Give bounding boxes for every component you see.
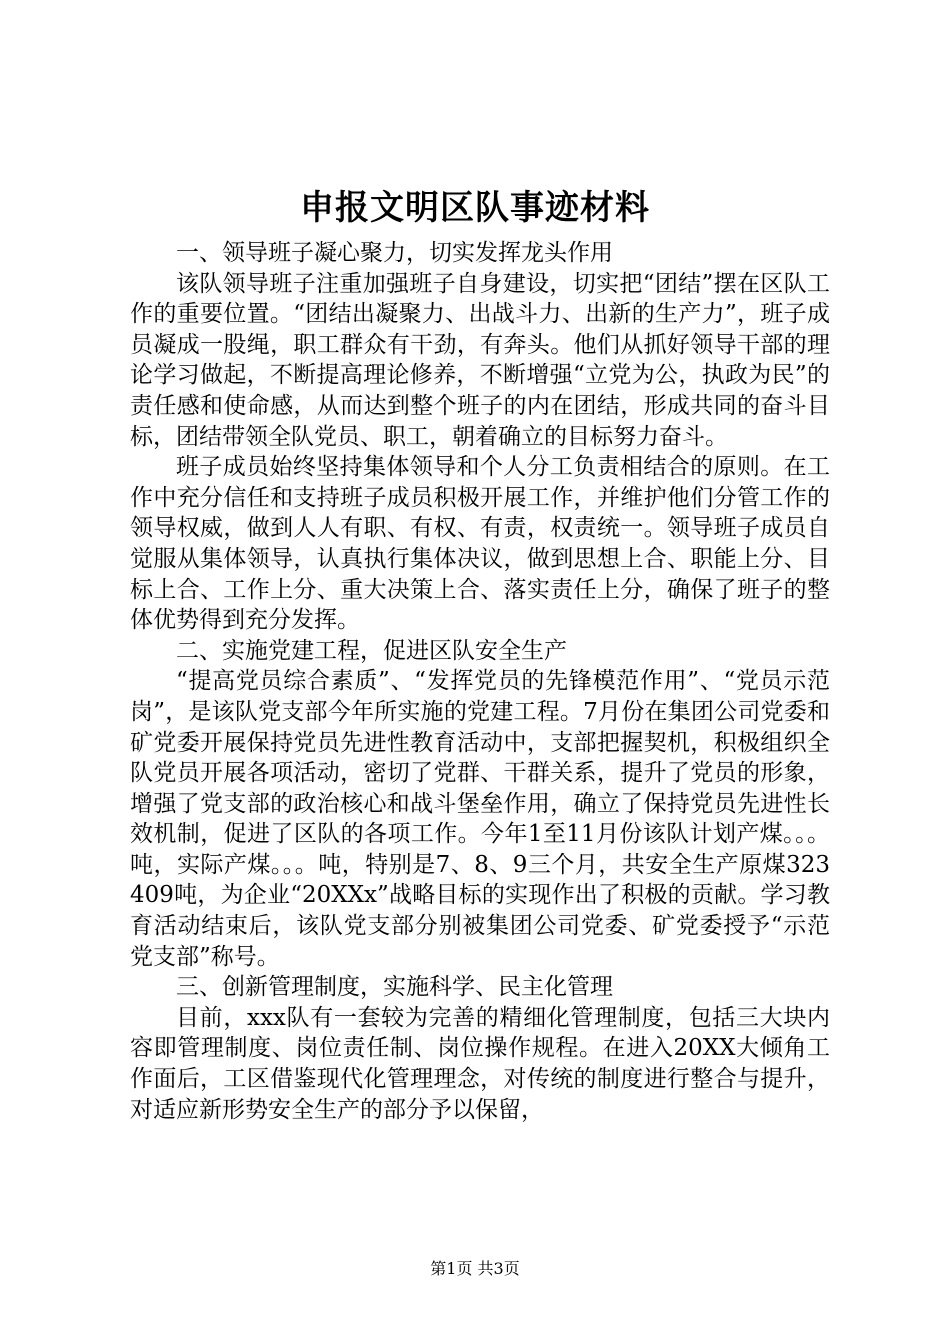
- paragraph: 班子成员始终坚持集体领导和个人分工负责相结合的原则。在工作中充分信任和支持班子成员积极开展工作，并维护他们分管工作的领导权威，做到人人有职、有权、有责，权责统一。领导班子成员自觉服从集体领导，认真执行集体决议，做到思想上合、职能上分、目标上合、工作上分、重大决策上合、落实责任上分，确保了班子的整体优势得到充分发挥。: [130, 454, 830, 634]
- paragraph: 该队领导班子注重加强班子自身建设，切实把“团结”摆在区队工作的重要位置。“团结出凝聚力、出战斗力、出新的生产力”，班子成员凝成一股绳，职工群众有干劲，有奔头。他们从抓好领导干部的理论学习做起，不断提高理论修养，不断增强“立党为公，执政为民”的责任感和使命感，从而达到整个班子的内在团结，形成共同的奋斗目标，团结带领全队党员、职工，朝着确立的目标努力奋斗。: [130, 270, 830, 450]
- document-title: 申报文明区队事迹材料: [300, 188, 650, 228]
- page-footer: 第1页 共3页: [430, 1259, 520, 1278]
- paragraph: “提高党员综合素质”、“发挥党员的先锋模范作用”、“党员示范岗”，是该队党支部今年所实施的党建工程。7月份在集团公司党委和矿党委开展保持党员先进性教育活动中，支部把握契机，积极组织全队党员开展各项活动，密切了党群、干群关系，提升了党员的形象，增强了党支部的政治核心和战斗堡垒作用，确立了保持党员先进性长效机制，促进了区队的各项工作。今年1至11月份该队计划产煤。。。吨，实际产煤。。。吨，特别是7、8、9三个月，共安全生产原煤323409吨，为企业“20XXx”战略目标的实现作出了积极的贡献。学习教育活动结束后，该队党支部分别被集团公司党委、矿党委授予“示范党支部”称号。: [130, 668, 830, 970]
- document-body: [130, 238, 830, 1125]
- section-heading-1: 一、领导班子凝心聚力，切实发挥龙头作用: [176, 240, 613, 266]
- section-heading-3: 三、创新管理制度，实施科学、民主化管理: [176, 974, 613, 1001]
- section-heading-2: 二、实施党建工程，促进区队安全生产: [176, 637, 567, 664]
- paragraph: 目前，xxx队有一套较为完善的精细化管理制度，包括三大块内容即管理制度、岗位责任制、岗位操作规程。在进入20XX大倾角工作面后，工区借鉴现代化管理理念，对传统的制度进行整合与提升，对适应新形势安全生产的部分予以保留，: [130, 1004, 830, 1123]
